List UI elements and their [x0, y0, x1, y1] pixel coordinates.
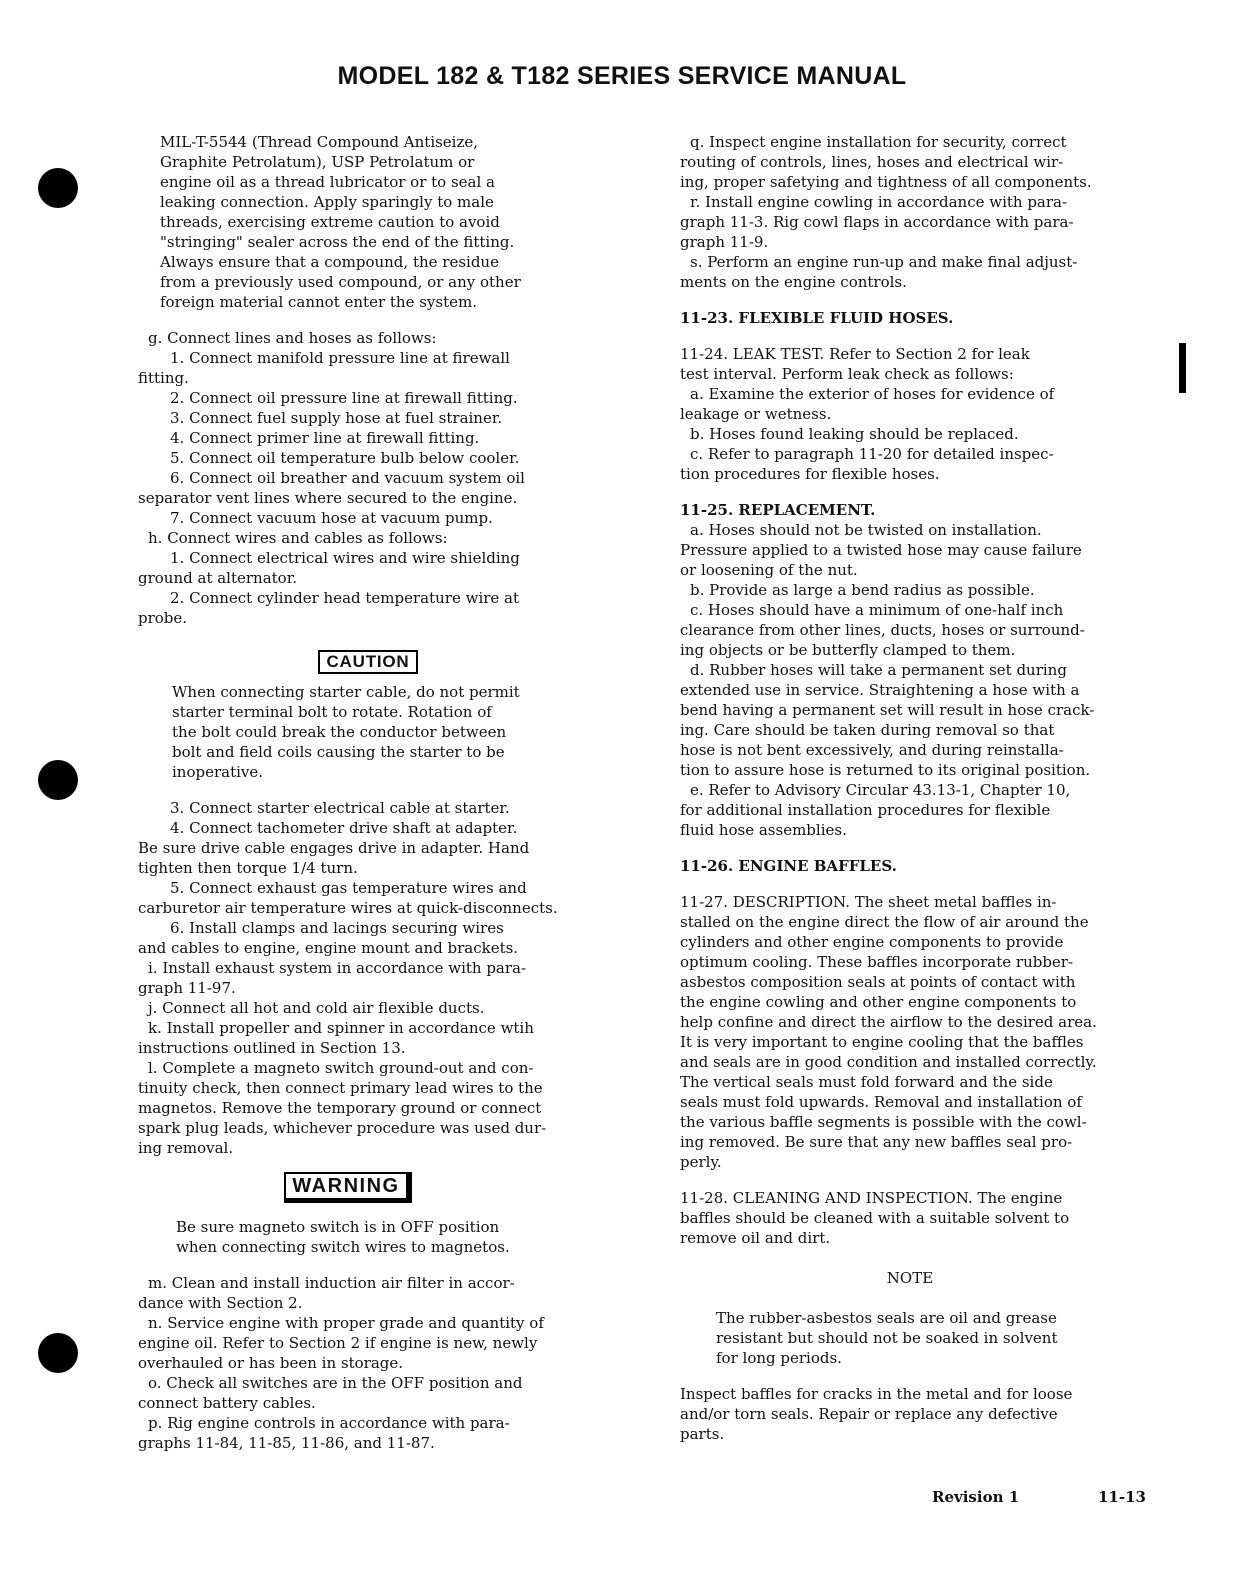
- replacement-step-d: d. Rubber hoses will take a permanent set during: [690, 661, 1067, 679]
- step-h6-continued: and cables to engine, engine mount and brackets.: [138, 939, 519, 957]
- step-g-heading: g. Connect lines and hoses as follows:: [148, 329, 437, 347]
- replacement-step-b: b. Provide as large a bend radius as possible.: [690, 581, 1035, 599]
- step-j: j. Connect all hot and cold air flexible ducts.: [148, 999, 485, 1017]
- step-k-continued: instructions outlined in Section 13.: [138, 1039, 406, 1057]
- text-line: It is very important to engine cooling that the baffles: [680, 1033, 1084, 1051]
- step-n-continued: overhauled or has been in storage.: [138, 1354, 404, 1372]
- text-line: The vertical seals must fold forward and the side: [680, 1073, 1053, 1091]
- step-l-continued: tinuity check, then connect primary lead wires to the: [138, 1079, 543, 1097]
- text-line: baffles should be cleaned with a suitable solvent to: [680, 1209, 1070, 1227]
- text-line: resistant but should not be soaked in solvent: [716, 1329, 1058, 1347]
- page-number: 11-13: [1098, 1488, 1146, 1506]
- step-n-continued: engine oil. Refer to Section 2 if engine is new, newly: [138, 1334, 538, 1352]
- text-line: asbestos composition seals at points of contact with: [680, 973, 1076, 991]
- step-h4-continued: tighten then torque 1/4 turn.: [138, 859, 358, 877]
- step-g6: 6. Connect oil breather and vacuum system oil: [170, 469, 525, 487]
- step-h3: 3. Connect starter electrical cable at starter.: [170, 799, 510, 817]
- text-line: "stringing" sealer across the end of the fitting.: [160, 233, 515, 251]
- step-m-continued: dance with Section 2.: [138, 1294, 303, 1312]
- replacement-step-c-continued: ing objects or be butterfly clamped to them.: [680, 641, 1016, 659]
- step-p-continued: graphs 11-84, 11-85, 11-86, and 11-87.: [138, 1434, 435, 1452]
- step-o: o. Check all switches are in the OFF position and: [148, 1374, 523, 1392]
- text-line: engine oil as a thread lubricator or to seal a: [160, 173, 495, 191]
- note-label: NOTE: [886, 1269, 934, 1287]
- note-text: [680, 1308, 1180, 1368]
- replacement-step-a-continued: Pressure applied to a twisted hose may cause failure: [680, 541, 1082, 559]
- leak-step-c: c. Refer to paragraph 11-20 for detailed inspec-: [690, 445, 1054, 463]
- text-line: Always ensure that a compound, the residue: [160, 253, 499, 271]
- step-h1-continued: ground at alternator.: [138, 569, 298, 587]
- text-line: seals must fold upwards. Removal and installation of: [680, 1093, 1082, 1111]
- text-line: MIL-T-5544 (Thread Compound Antiseize,: [160, 133, 479, 151]
- leak-test-paragraph: 11-24. LEAK TEST. Refer to Section 2 for leak: [680, 345, 1030, 363]
- step-n: n. Service engine with proper grade and quantity of: [148, 1314, 544, 1332]
- description-paragraph: [680, 892, 1180, 1172]
- replacement-step-a: a. Hoses should not be twisted on installation.: [690, 521, 1042, 539]
- replacement-step-e-continued: for additional installation procedures for flexible: [680, 801, 1051, 819]
- section-heading-11-25: 11-25. REPLACEMENT.: [680, 501, 876, 519]
- text-line: 11-28. CLEANING AND INSPECTION. The engine: [680, 1189, 1063, 1207]
- binder-hole-top: [38, 168, 78, 208]
- leak-test-paragraph: test interval. Perform leak check as follows:: [680, 365, 1014, 383]
- step-s: s. Perform an engine run-up and make final adjust-: [690, 253, 1078, 271]
- section-heading-11-26: 11-26. ENGINE BAFFLES.: [680, 857, 897, 875]
- text-line: the bolt could break the conductor between: [172, 723, 507, 741]
- replacement-step-d-continued: extended use in service. Straightening a hose with a: [680, 681, 1080, 699]
- text-line: bolt and field coils causing the starter to be: [172, 743, 505, 761]
- step-g6-continued: separator vent lines where secured to the engine.: [138, 489, 518, 507]
- text-line: and/or torn seals. Repair or replace any defective: [680, 1405, 1058, 1423]
- right-column: [680, 132, 1180, 1444]
- step-h4-continued: Be sure drive cable engages drive in adapter. Hand: [138, 839, 530, 857]
- revision-change-bar: [1179, 343, 1186, 393]
- text-line: from a previously used compound, or any other: [160, 273, 521, 291]
- text-line: inoperative.: [172, 763, 264, 781]
- leak-step-c-continued: tion procedures for flexible hoses.: [680, 465, 940, 483]
- replacement-step-d-continued: hose is not bent excessively, and during reinstalla-: [680, 741, 1064, 759]
- text-line: Be sure magneto switch is in OFF position: [176, 1218, 500, 1236]
- replacement-step-a-continued: or loosening of the nut.: [680, 561, 858, 579]
- text-line: Graphite Petrolatum), USP Petrolatum or: [160, 153, 475, 171]
- left-column: [138, 132, 638, 1453]
- replacement-step-c: c. Hoses should have a minimum of one-half inch: [690, 601, 1064, 619]
- step-h2-continued: probe.: [138, 609, 188, 627]
- warning-label: WARNING: [284, 1172, 411, 1203]
- leak-step-a-continued: leakage or wetness.: [680, 405, 832, 423]
- page-title: MODEL 182 & T182 SERIES SERVICE MANUAL: [337, 62, 907, 90]
- text-line: 11-27. DESCRIPTION. The sheet metal baffles in-: [680, 893, 1057, 911]
- step-i: i. Install exhaust system in accordance with para-: [148, 959, 527, 977]
- inspect-baffles-paragraph: [680, 1384, 1180, 1444]
- step-r-continued: graph 11-9.: [680, 233, 769, 251]
- replacement-step-e: e. Refer to Advisory Circular 43.13-1, Chapter 10,: [690, 781, 1071, 799]
- text-line: stalled on the engine direct the flow of air around the: [680, 913, 1089, 931]
- step-g4: 4. Connect primer line at firewall fitting.: [170, 429, 480, 447]
- text-line: when connecting switch wires to magnetos.: [176, 1238, 510, 1256]
- cleaning-inspection-paragraph: [680, 1188, 1180, 1248]
- warning-text: [138, 1217, 638, 1257]
- step-l: l. Complete a magneto switch ground-out and con-: [148, 1059, 534, 1077]
- step-p: p. Rig engine controls in accordance with para-: [148, 1414, 510, 1432]
- text-line: and seals are in good condition and installed correctly.: [680, 1053, 1097, 1071]
- text-line: leaking connection. Apply sparingly to male: [160, 193, 494, 211]
- step-k: k. Install propeller and spinner in accordance wtih: [148, 1019, 534, 1037]
- step-o-continued: connect battery cables.: [138, 1394, 316, 1412]
- text-line: the engine cowling and other engine components to: [680, 993, 1077, 1011]
- step-q: q. Inspect engine installation for security, correct: [690, 133, 1067, 151]
- replacement-step-d-continued: tion to assure hose is returned to its original position.: [680, 761, 1091, 779]
- step-l-continued: magnetos. Remove the temporary ground or connect: [138, 1099, 542, 1117]
- step-i-continued: graph 11-97.: [138, 979, 236, 997]
- step-r-continued: graph 11-3. Rig cowl flaps in accordance with para-: [680, 213, 1074, 231]
- step-g1-continued: fitting.: [138, 369, 189, 387]
- step-q-continued: routing of controls, lines, hoses and electrical wir-: [680, 153, 1064, 171]
- text-line: cylinders and other engine components to provide: [680, 933, 1064, 951]
- text-line: When connecting starter cable, do not permit: [172, 683, 520, 701]
- step-l-continued: ing removal.: [138, 1139, 234, 1157]
- text-line: threads, exercising extreme caution to avoid: [160, 213, 500, 231]
- step-g2: 2. Connect oil pressure line at firewall fitting.: [170, 389, 518, 407]
- step-g3: 3. Connect fuel supply hose at fuel strainer.: [170, 409, 503, 427]
- text-line: the various baffle segments is possible with the cowl-: [680, 1113, 1087, 1131]
- step-g7: 7. Connect vacuum hose at vacuum pump.: [170, 509, 493, 527]
- step-s-continued: ments on the engine controls.: [680, 273, 907, 291]
- caution-text: [138, 682, 638, 782]
- replacement-step-d-continued: bend having a permanent set will result in hose crack-: [680, 701, 1095, 719]
- binder-hole-middle: [38, 760, 78, 800]
- section-heading-11-23: 11-23. FLEXIBLE FLUID HOSES.: [680, 309, 954, 327]
- thread-compound-paragraph: [138, 132, 638, 312]
- leak-step-b: b. Hoses found leaking should be replaced.: [690, 425, 1019, 443]
- text-line: help confine and direct the airflow to the desired area.: [680, 1013, 1097, 1031]
- caution-label: CAUTION: [318, 650, 417, 674]
- text-line: ing removed. Be sure that any new baffles seal pro-: [680, 1133, 1073, 1151]
- replacement-step-e-continued: fluid hose assemblies.: [680, 821, 847, 839]
- step-m: m. Clean and install induction air filter in accor-: [148, 1274, 515, 1292]
- step-h1: 1. Connect electrical wires and wire shielding: [170, 549, 520, 567]
- text-line: The rubber-asbestos seals are oil and grease: [716, 1309, 1057, 1327]
- text-line: Inspect baffles for cracks in the metal and for loose: [680, 1385, 1073, 1403]
- text-line: perly.: [680, 1153, 722, 1171]
- replacement-step-c-continued: clearance from other lines, ducts, hoses or surround-: [680, 621, 1085, 639]
- step-r: r. Install engine cowling in accordance with para-: [690, 193, 1068, 211]
- step-h5-continued: carburetor air temperature wires at quick-disconnects.: [138, 899, 558, 917]
- leak-step-a: a. Examine the exterior of hoses for evidence of: [690, 385, 1055, 403]
- step-l-continued: spark plug leads, whichever procedure was used dur-: [138, 1119, 547, 1137]
- step-h-heading: h. Connect wires and cables as follows:: [148, 529, 448, 547]
- step-q-continued: ing, proper safetying and tightness of all components.: [680, 173, 1092, 191]
- text-line: foreign material cannot enter the system.: [160, 293, 477, 311]
- step-h4: 4. Connect tachometer drive shaft at adapter.: [170, 819, 518, 837]
- step-h5: 5. Connect exhaust gas temperature wires and: [170, 879, 527, 897]
- step-g1: 1. Connect manifold pressure line at firewall: [170, 349, 510, 367]
- replacement-step-d-continued: ing. Care should be taken during removal so that: [680, 721, 1055, 739]
- step-h2: 2. Connect cylinder head temperature wire at: [170, 589, 520, 607]
- text-line: for long periods.: [716, 1349, 842, 1367]
- text-line: parts.: [680, 1425, 725, 1443]
- revision-label: Revision 1: [932, 1488, 1020, 1506]
- text-line: starter terminal bolt to rotate. Rotation of: [172, 703, 492, 721]
- text-line: remove oil and dirt.: [680, 1229, 831, 1247]
- binder-hole-bottom: [38, 1333, 78, 1373]
- step-g5: 5. Connect oil temperature bulb below cooler.: [170, 449, 520, 467]
- step-h6: 6. Install clamps and lacings securing wires: [170, 919, 504, 937]
- text-line: optimum cooling. These baffles incorporate rubber-: [680, 953, 1074, 971]
